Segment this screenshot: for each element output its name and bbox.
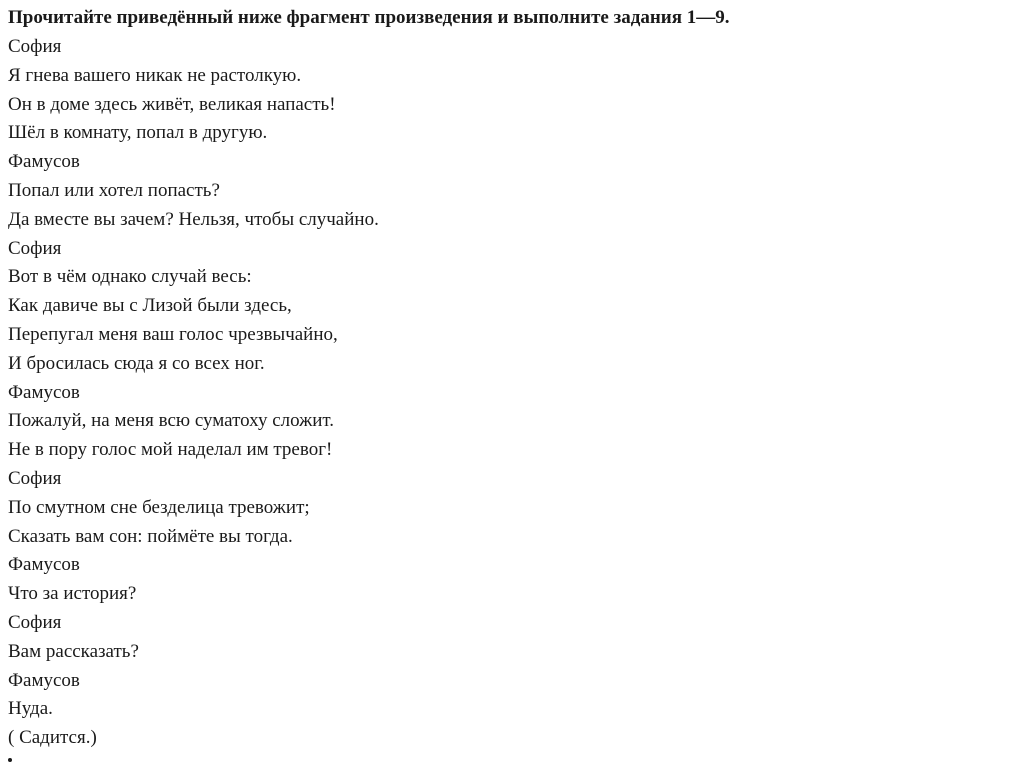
verse-line: Не в пору голос мой наделал им тревог! [8,439,333,461]
verse-line: Сказать вам сон: поймёте вы тогда. [8,525,293,547]
verse-line: Я гнева вашего никак не растолкую. [8,64,302,86]
verse-line: Как давиче вы с Лизой были здесь, [8,295,292,317]
speaker-name: София [8,237,62,259]
verse-line: Вот в чём однако случай весь: [8,266,252,288]
text-fragment [8,33,379,753]
verse-line: Пожалуй, на меня всю суматоху сложит. [8,410,335,432]
verse-line: Попал или хотел попасть? [8,179,220,201]
speaker-name: Фамусов [8,381,80,403]
speaker-name: Фамусов [8,669,80,691]
verse-line: По смутном сне безделица тревожит; [8,496,310,518]
verse-line: Да вместе вы зачем? Нельзя, чтобы случайно. [8,208,379,230]
verse-line: Он в доме здесь живёт, великая напасть! [8,93,336,115]
list-bullet-icon [8,758,12,762]
verse-line: Что за история? [8,583,137,605]
verse-line: И бросилась сюда я со всех ног. [8,352,265,374]
speaker-name: Фамусов [8,554,80,576]
verse-line: Вам рассказать? [8,640,139,662]
verse-line: Перепугал меня ваш голос чрезвычайно, [8,323,338,345]
speaker-name: София [8,611,62,633]
speaker-name: Фамусов [8,151,80,173]
speaker-name: София [8,467,62,489]
verse-line: Нуда. [8,698,53,720]
task-heading: Прочитайте приведённый ниже фрагмент произведения и выполните задания 1—9. [8,7,730,28]
speaker-name: София [8,36,62,57]
verse-line: Шёл в комнату, попал в другую. [8,122,268,144]
stage-direction: ( Садится.) [8,727,97,749]
